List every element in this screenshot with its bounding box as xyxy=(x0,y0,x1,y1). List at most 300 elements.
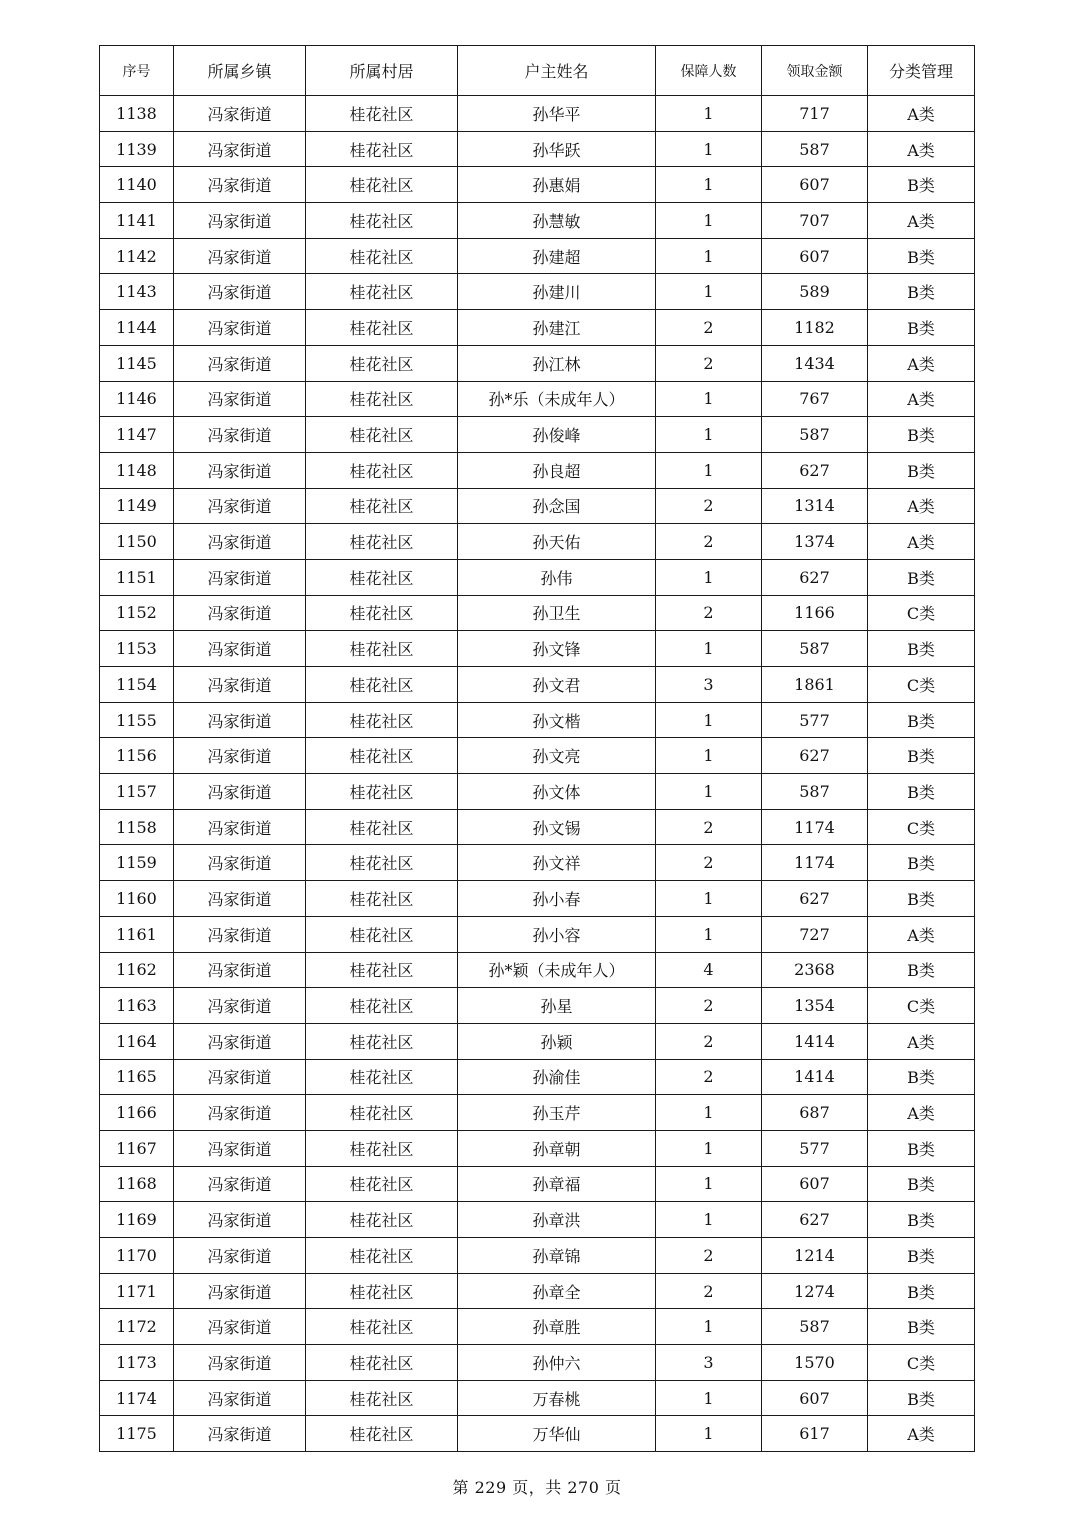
serial-cell: 1172 xyxy=(100,1309,174,1345)
serial-cell: 1146 xyxy=(100,381,174,417)
category-cell: B类 xyxy=(868,238,975,274)
table-row xyxy=(100,417,975,453)
covered-persons-cell: 4 xyxy=(656,952,762,988)
village-cell: 桂花社区 xyxy=(306,203,458,239)
householder-cell: 孙江林 xyxy=(458,345,656,381)
table-row xyxy=(100,345,975,381)
amount-cell: 1274 xyxy=(762,1273,868,1309)
category-cell: B类 xyxy=(868,702,975,738)
covered-persons-cell: 1 xyxy=(656,452,762,488)
covered-persons-cell: 3 xyxy=(656,667,762,703)
serial-cell: 1162 xyxy=(100,952,174,988)
category-cell: B类 xyxy=(868,1166,975,1202)
township-cell: 冯家街道 xyxy=(174,1023,306,1059)
householder-cell: 孙卫生 xyxy=(458,595,656,631)
table-row xyxy=(100,1380,975,1416)
covered-persons-cell: 1 xyxy=(656,274,762,310)
village-cell: 桂花社区 xyxy=(306,595,458,631)
serial-cell: 1152 xyxy=(100,595,174,631)
category-cell: B类 xyxy=(868,274,975,310)
householder-cell: 孙*乐（未成年人） xyxy=(458,381,656,417)
covered-persons-cell: 1 xyxy=(656,1416,762,1452)
table-row xyxy=(100,809,975,845)
householder-cell: 孙文君 xyxy=(458,667,656,703)
table-row xyxy=(100,381,975,417)
header-row xyxy=(100,46,975,96)
serial-cell: 1145 xyxy=(100,345,174,381)
covered-persons-cell: 2 xyxy=(656,345,762,381)
covered-persons-cell: 1 xyxy=(656,203,762,239)
householder-cell: 孙俊峰 xyxy=(458,417,656,453)
amount-cell: 767 xyxy=(762,381,868,417)
amount-cell: 627 xyxy=(762,452,868,488)
township-cell: 冯家街道 xyxy=(174,96,306,132)
township-cell: 冯家街道 xyxy=(174,1130,306,1166)
householder-cell: 孙天佑 xyxy=(458,524,656,560)
village-cell: 桂花社区 xyxy=(306,1309,458,1345)
header-category: 分类管理 xyxy=(868,46,975,96)
amount-cell: 617 xyxy=(762,1416,868,1452)
table-row xyxy=(100,1059,975,1095)
header-amount: 领取金额 xyxy=(762,46,868,96)
covered-persons-cell: 2 xyxy=(656,524,762,560)
table-row xyxy=(100,1309,975,1345)
village-cell: 桂花社区 xyxy=(306,417,458,453)
village-cell: 桂花社区 xyxy=(306,845,458,881)
township-cell: 冯家街道 xyxy=(174,1416,306,1452)
category-cell: B类 xyxy=(868,1309,975,1345)
village-cell: 桂花社区 xyxy=(306,1416,458,1452)
amount-cell: 607 xyxy=(762,1380,868,1416)
serial-cell: 1140 xyxy=(100,167,174,203)
category-cell: B类 xyxy=(868,167,975,203)
village-cell: 桂花社区 xyxy=(306,1380,458,1416)
amount-cell: 1182 xyxy=(762,310,868,346)
category-cell: A类 xyxy=(868,1416,975,1452)
township-cell: 冯家街道 xyxy=(174,1380,306,1416)
table-row xyxy=(100,524,975,560)
category-cell: C类 xyxy=(868,809,975,845)
amount-cell: 587 xyxy=(762,1309,868,1345)
householder-cell: 孙颖 xyxy=(458,1023,656,1059)
roster-body xyxy=(100,96,975,1452)
serial-cell: 1158 xyxy=(100,809,174,845)
township-cell: 冯家街道 xyxy=(174,524,306,560)
serial-cell: 1154 xyxy=(100,667,174,703)
covered-persons-cell: 1 xyxy=(656,1095,762,1131)
table-row xyxy=(100,702,975,738)
village-cell: 桂花社区 xyxy=(306,345,458,381)
covered-persons-cell: 1 xyxy=(656,381,762,417)
township-cell: 冯家街道 xyxy=(174,1059,306,1095)
serial-cell: 1143 xyxy=(100,274,174,310)
amount-cell: 1570 xyxy=(762,1345,868,1381)
householder-cell: 孙文楷 xyxy=(458,702,656,738)
table-row xyxy=(100,203,975,239)
amount-cell: 727 xyxy=(762,916,868,952)
township-cell: 冯家街道 xyxy=(174,1345,306,1381)
village-cell: 桂花社区 xyxy=(306,1023,458,1059)
householder-cell: 孙建川 xyxy=(458,274,656,310)
category-cell: B类 xyxy=(868,417,975,453)
table-row xyxy=(100,738,975,774)
table-row xyxy=(100,1130,975,1166)
category-cell: B类 xyxy=(868,774,975,810)
amount-cell: 1861 xyxy=(762,667,868,703)
table-row xyxy=(100,274,975,310)
serial-cell: 1164 xyxy=(100,1023,174,1059)
amount-cell: 587 xyxy=(762,131,868,167)
header-township: 所属乡镇 xyxy=(174,46,306,96)
amount-cell: 707 xyxy=(762,203,868,239)
covered-persons-cell: 2 xyxy=(656,310,762,346)
householder-cell: 孙玉芹 xyxy=(458,1095,656,1131)
township-cell: 冯家街道 xyxy=(174,310,306,346)
township-cell: 冯家街道 xyxy=(174,881,306,917)
category-cell: B类 xyxy=(868,1059,975,1095)
category-cell: C类 xyxy=(868,1345,975,1381)
serial-cell: 1153 xyxy=(100,631,174,667)
amount-cell: 717 xyxy=(762,96,868,132)
village-cell: 桂花社区 xyxy=(306,1166,458,1202)
amount-cell: 1314 xyxy=(762,488,868,524)
page-number: 第 229 页，共 270 页 xyxy=(452,1478,622,1497)
householder-cell: 孙仲六 xyxy=(458,1345,656,1381)
village-cell: 桂花社区 xyxy=(306,1238,458,1274)
township-cell: 冯家街道 xyxy=(174,845,306,881)
covered-persons-cell: 2 xyxy=(656,988,762,1024)
category-cell: B类 xyxy=(868,1130,975,1166)
village-cell: 桂花社区 xyxy=(306,274,458,310)
householder-cell: 孙建超 xyxy=(458,238,656,274)
table-row xyxy=(100,310,975,346)
village-cell: 桂花社区 xyxy=(306,952,458,988)
table-row xyxy=(100,845,975,881)
village-cell: 桂花社区 xyxy=(306,1273,458,1309)
serial-cell: 1149 xyxy=(100,488,174,524)
serial-cell: 1167 xyxy=(100,1130,174,1166)
covered-persons-cell: 1 xyxy=(656,1309,762,1345)
covered-persons-cell: 2 xyxy=(656,595,762,631)
householder-cell: 孙文锡 xyxy=(458,809,656,845)
table-row xyxy=(100,631,975,667)
township-cell: 冯家街道 xyxy=(174,1166,306,1202)
village-cell: 桂花社区 xyxy=(306,774,458,810)
table-row xyxy=(100,488,975,524)
roster-sheet xyxy=(99,45,974,1452)
serial-cell: 1141 xyxy=(100,203,174,239)
covered-persons-cell: 1 xyxy=(656,916,762,952)
serial-cell: 1160 xyxy=(100,881,174,917)
category-cell: A类 xyxy=(868,131,975,167)
householder-cell: 孙念国 xyxy=(458,488,656,524)
amount-cell: 627 xyxy=(762,881,868,917)
township-cell: 冯家街道 xyxy=(174,488,306,524)
serial-cell: 1148 xyxy=(100,452,174,488)
householder-cell: 万华仙 xyxy=(458,1416,656,1452)
village-cell: 桂花社区 xyxy=(306,452,458,488)
householder-cell: 孙华平 xyxy=(458,96,656,132)
category-cell: A类 xyxy=(868,1023,975,1059)
category-cell: B类 xyxy=(868,881,975,917)
serial-cell: 1151 xyxy=(100,559,174,595)
serial-cell: 1138 xyxy=(100,96,174,132)
category-cell: A类 xyxy=(868,345,975,381)
table-row xyxy=(100,667,975,703)
serial-cell: 1174 xyxy=(100,1380,174,1416)
covered-persons-cell: 2 xyxy=(656,845,762,881)
householder-cell: 孙渝佳 xyxy=(458,1059,656,1095)
amount-cell: 1214 xyxy=(762,1238,868,1274)
covered-persons-cell: 1 xyxy=(656,131,762,167)
amount-cell: 627 xyxy=(762,1202,868,1238)
category-cell: B类 xyxy=(868,631,975,667)
township-cell: 冯家街道 xyxy=(174,238,306,274)
serial-cell: 1147 xyxy=(100,417,174,453)
village-cell: 桂花社区 xyxy=(306,559,458,595)
category-cell: A类 xyxy=(868,96,975,132)
table-row xyxy=(100,238,975,274)
township-cell: 冯家街道 xyxy=(174,1309,306,1345)
township-cell: 冯家街道 xyxy=(174,667,306,703)
category-cell: B类 xyxy=(868,559,975,595)
category-cell: B类 xyxy=(868,1380,975,1416)
covered-persons-cell: 2 xyxy=(656,1273,762,1309)
category-cell: B类 xyxy=(868,952,975,988)
householder-cell: 万春桃 xyxy=(458,1380,656,1416)
township-cell: 冯家街道 xyxy=(174,417,306,453)
householder-cell: 孙章全 xyxy=(458,1273,656,1309)
village-cell: 桂花社区 xyxy=(306,667,458,703)
township-cell: 冯家街道 xyxy=(174,702,306,738)
serial-cell: 1169 xyxy=(100,1202,174,1238)
amount-cell: 1434 xyxy=(762,345,868,381)
amount-cell: 2368 xyxy=(762,952,868,988)
table-row xyxy=(100,1345,975,1381)
householder-cell: 孙文锋 xyxy=(458,631,656,667)
village-cell: 桂花社区 xyxy=(306,381,458,417)
serial-cell: 1171 xyxy=(100,1273,174,1309)
table-row xyxy=(100,96,975,132)
serial-cell: 1163 xyxy=(100,988,174,1024)
village-cell: 桂花社区 xyxy=(306,131,458,167)
village-cell: 桂花社区 xyxy=(306,96,458,132)
amount-cell: 587 xyxy=(762,774,868,810)
serial-cell: 1150 xyxy=(100,524,174,560)
covered-persons-cell: 1 xyxy=(656,881,762,917)
village-cell: 桂花社区 xyxy=(306,238,458,274)
table-row xyxy=(100,167,975,203)
village-cell: 桂花社区 xyxy=(306,1095,458,1131)
amount-cell: 1414 xyxy=(762,1023,868,1059)
serial-cell: 1156 xyxy=(100,738,174,774)
covered-persons-cell: 1 xyxy=(656,1202,762,1238)
covered-persons-cell: 1 xyxy=(656,702,762,738)
table-row xyxy=(100,952,975,988)
covered-persons-cell: 1 xyxy=(656,559,762,595)
covered-persons-cell: 1 xyxy=(656,167,762,203)
township-cell: 冯家街道 xyxy=(174,345,306,381)
table-row xyxy=(100,916,975,952)
category-cell: C类 xyxy=(868,988,975,1024)
category-cell: B类 xyxy=(868,1273,975,1309)
table-row xyxy=(100,1416,975,1452)
township-cell: 冯家街道 xyxy=(174,1095,306,1131)
covered-persons-cell: 1 xyxy=(656,238,762,274)
category-cell: A类 xyxy=(868,203,975,239)
township-cell: 冯家街道 xyxy=(174,1202,306,1238)
township-cell: 冯家街道 xyxy=(174,167,306,203)
householder-cell: 孙小容 xyxy=(458,916,656,952)
village-cell: 桂花社区 xyxy=(306,702,458,738)
serial-cell: 1161 xyxy=(100,916,174,952)
covered-persons-cell: 2 xyxy=(656,488,762,524)
serial-cell: 1155 xyxy=(100,702,174,738)
serial-cell: 1175 xyxy=(100,1416,174,1452)
township-cell: 冯家街道 xyxy=(174,559,306,595)
township-cell: 冯家街道 xyxy=(174,631,306,667)
householder-cell: 孙章洪 xyxy=(458,1202,656,1238)
table-row xyxy=(100,595,975,631)
township-cell: 冯家街道 xyxy=(174,131,306,167)
village-cell: 桂花社区 xyxy=(306,524,458,560)
village-cell: 桂花社区 xyxy=(306,488,458,524)
serial-cell: 1159 xyxy=(100,845,174,881)
serial-cell: 1170 xyxy=(100,1238,174,1274)
amount-cell: 1374 xyxy=(762,524,868,560)
serial-cell: 1166 xyxy=(100,1095,174,1131)
householder-cell: 孙良超 xyxy=(458,452,656,488)
category-cell: A类 xyxy=(868,488,975,524)
category-cell: A类 xyxy=(868,916,975,952)
table-row xyxy=(100,1023,975,1059)
serial-cell: 1142 xyxy=(100,238,174,274)
householder-cell: 孙伟 xyxy=(458,559,656,595)
village-cell: 桂花社区 xyxy=(306,1202,458,1238)
householder-cell: 孙华跃 xyxy=(458,131,656,167)
category-cell: B类 xyxy=(868,738,975,774)
header-covered-persons: 保障人数 xyxy=(656,46,762,96)
village-cell: 桂花社区 xyxy=(306,1345,458,1381)
amount-cell: 607 xyxy=(762,167,868,203)
covered-persons-cell: 1 xyxy=(656,1130,762,1166)
township-cell: 冯家街道 xyxy=(174,809,306,845)
township-cell: 冯家街道 xyxy=(174,738,306,774)
amount-cell: 607 xyxy=(762,238,868,274)
householder-cell: 孙文亮 xyxy=(458,738,656,774)
township-cell: 冯家街道 xyxy=(174,595,306,631)
householder-cell: 孙*颖（未成年人） xyxy=(458,952,656,988)
table-row xyxy=(100,1202,975,1238)
village-cell: 桂花社区 xyxy=(306,167,458,203)
table-row xyxy=(100,131,975,167)
serial-cell: 1165 xyxy=(100,1059,174,1095)
category-cell: B类 xyxy=(868,845,975,881)
table-row xyxy=(100,881,975,917)
covered-persons-cell: 1 xyxy=(656,738,762,774)
covered-persons-cell: 1 xyxy=(656,1380,762,1416)
covered-persons-cell: 2 xyxy=(656,1023,762,1059)
table-row xyxy=(100,1273,975,1309)
serial-cell: 1168 xyxy=(100,1166,174,1202)
category-cell: A类 xyxy=(868,381,975,417)
village-cell: 桂花社区 xyxy=(306,1059,458,1095)
covered-persons-cell: 2 xyxy=(656,809,762,845)
category-cell: C类 xyxy=(868,667,975,703)
township-cell: 冯家街道 xyxy=(174,1238,306,1274)
village-cell: 桂花社区 xyxy=(306,809,458,845)
category-cell: A类 xyxy=(868,1095,975,1131)
amount-cell: 627 xyxy=(762,559,868,595)
amount-cell: 627 xyxy=(762,738,868,774)
householder-cell: 孙星 xyxy=(458,988,656,1024)
householder-cell: 孙章福 xyxy=(458,1166,656,1202)
serial-cell: 1173 xyxy=(100,1345,174,1381)
amount-cell: 1174 xyxy=(762,809,868,845)
amount-cell: 587 xyxy=(762,417,868,453)
amount-cell: 1174 xyxy=(762,845,868,881)
covered-persons-cell: 1 xyxy=(656,774,762,810)
householder-cell: 孙章胜 xyxy=(458,1309,656,1345)
header-serial: 序号 xyxy=(100,46,174,96)
village-cell: 桂花社区 xyxy=(306,1130,458,1166)
category-cell: B类 xyxy=(868,452,975,488)
householder-cell: 孙惠娟 xyxy=(458,167,656,203)
village-cell: 桂花社区 xyxy=(306,738,458,774)
header-householder: 户主姓名 xyxy=(458,46,656,96)
covered-persons-cell: 2 xyxy=(656,1238,762,1274)
covered-persons-cell: 1 xyxy=(656,1166,762,1202)
header-village: 所属村居 xyxy=(306,46,458,96)
amount-cell: 1354 xyxy=(762,988,868,1024)
amount-cell: 577 xyxy=(762,1130,868,1166)
table-row xyxy=(100,1166,975,1202)
householder-cell: 孙章朝 xyxy=(458,1130,656,1166)
householder-cell: 孙章锦 xyxy=(458,1238,656,1274)
amount-cell: 589 xyxy=(762,274,868,310)
amount-cell: 1414 xyxy=(762,1059,868,1095)
township-cell: 冯家街道 xyxy=(174,952,306,988)
table-row xyxy=(100,452,975,488)
covered-persons-cell: 2 xyxy=(656,1059,762,1095)
township-cell: 冯家街道 xyxy=(174,916,306,952)
village-cell: 桂花社区 xyxy=(306,881,458,917)
village-cell: 桂花社区 xyxy=(306,916,458,952)
serial-cell: 1139 xyxy=(100,131,174,167)
village-cell: 桂花社区 xyxy=(306,988,458,1024)
township-cell: 冯家街道 xyxy=(174,452,306,488)
amount-cell: 587 xyxy=(762,631,868,667)
category-cell: B类 xyxy=(868,310,975,346)
township-cell: 冯家街道 xyxy=(174,988,306,1024)
covered-persons-cell: 3 xyxy=(656,1345,762,1381)
village-cell: 桂花社区 xyxy=(306,310,458,346)
table-row xyxy=(100,774,975,810)
amount-cell: 607 xyxy=(762,1166,868,1202)
serial-cell: 1157 xyxy=(100,774,174,810)
township-cell: 冯家街道 xyxy=(174,774,306,810)
householder-cell: 孙小春 xyxy=(458,881,656,917)
householder-cell: 孙慧敏 xyxy=(458,203,656,239)
covered-persons-cell: 1 xyxy=(656,417,762,453)
village-cell: 桂花社区 xyxy=(306,631,458,667)
householder-cell: 孙文祥 xyxy=(458,845,656,881)
covered-persons-cell: 1 xyxy=(656,631,762,667)
township-cell: 冯家街道 xyxy=(174,381,306,417)
category-cell: C类 xyxy=(868,595,975,631)
table-row xyxy=(100,988,975,1024)
amount-cell: 687 xyxy=(762,1095,868,1131)
